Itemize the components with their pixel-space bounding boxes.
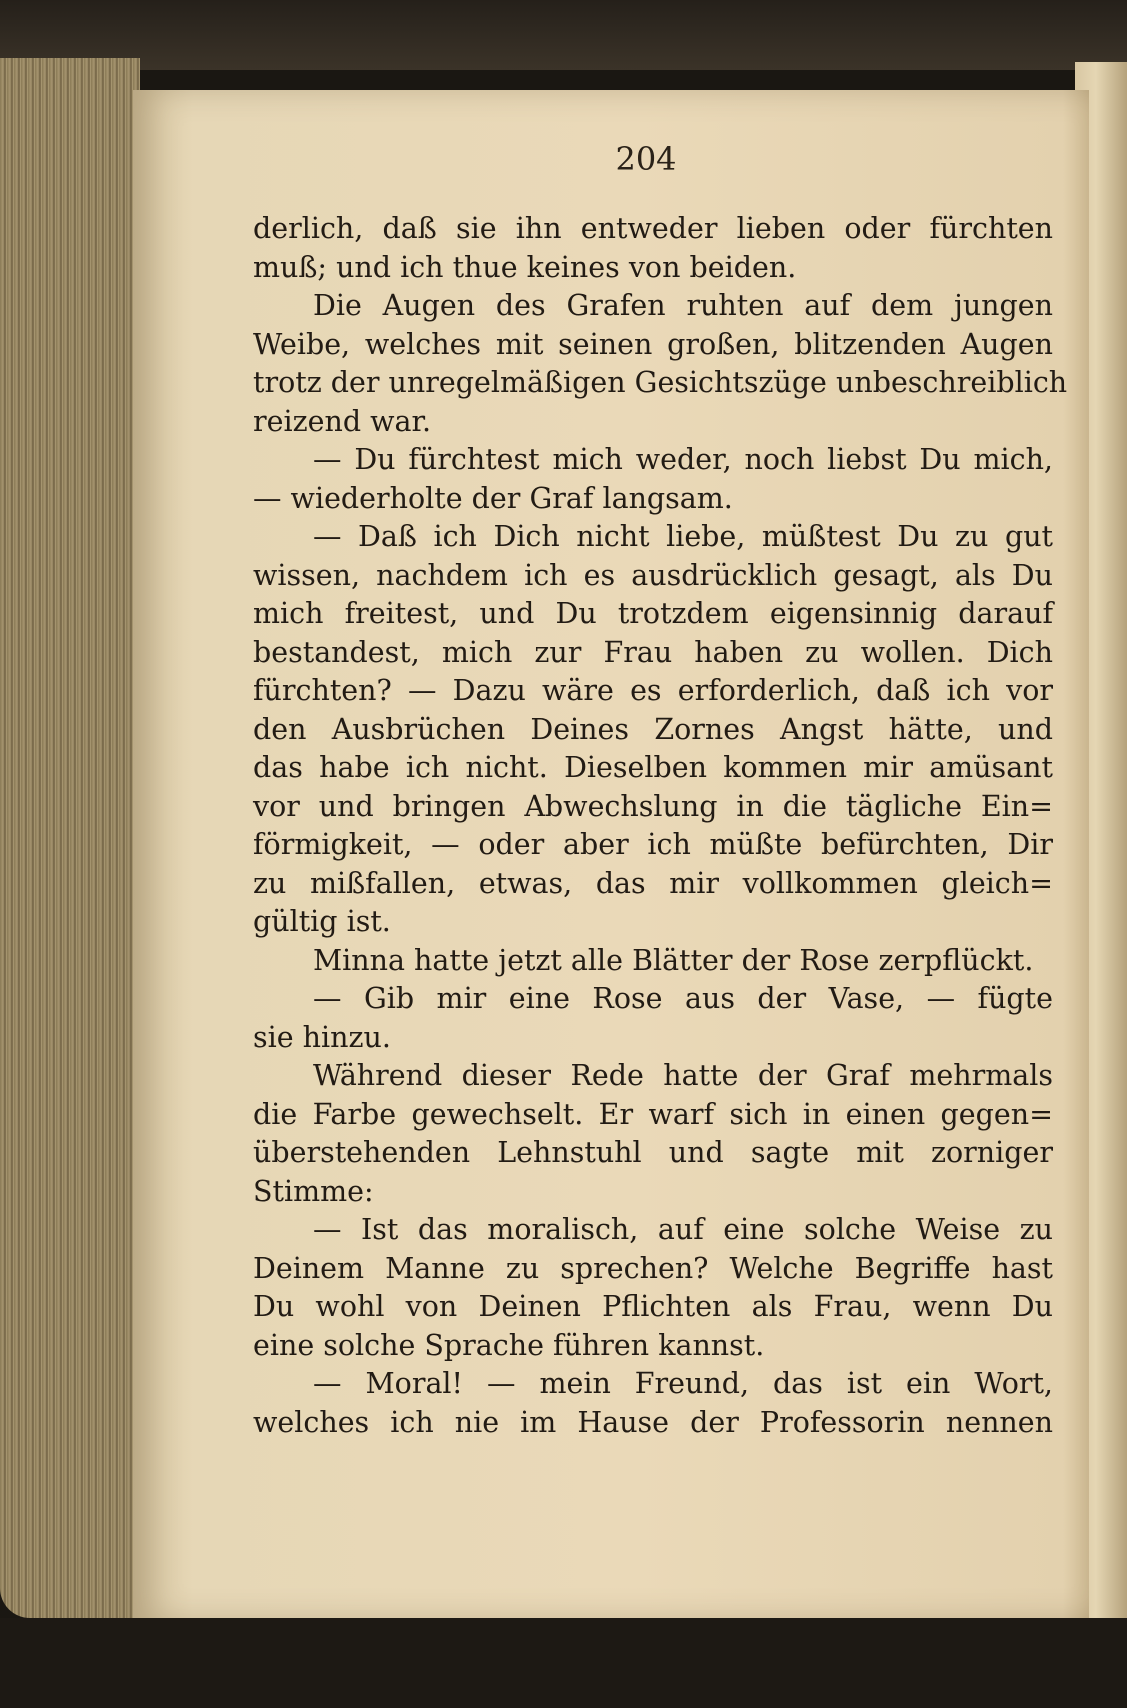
- table-surface: [0, 1618, 1127, 1708]
- text-line: reizend war.: [253, 404, 432, 438]
- text-line: den Ausbrüchen Deines Zornes Angst hätte, und: [253, 712, 1053, 746]
- text-line: wissen, nachdem ich es ausdrücklich gesagt, als Du: [253, 558, 1053, 592]
- text-line: förmigkeit, — oder aber ich müßte befürchten, Dir: [253, 828, 1053, 861]
- page-edges: [0, 58, 140, 1618]
- text-line: — Daß ich Dich nicht liebe, müßtest Du zu gut: [313, 520, 1053, 553]
- text-line: Du wohl von Deinen Pflichten als Frau, wenn Du: [253, 1290, 1053, 1323]
- book-page: [133, 90, 1089, 1620]
- text-line: — Gib mir eine Rose aus der Vase, — fügte: [313, 982, 1053, 1015]
- page-number: 204: [615, 140, 677, 178]
- text-line: Deinem Manne zu sprechen? Welche Begriffe hast: [253, 1251, 1053, 1285]
- text-line: — Ist das moralisch, auf eine solche Weise zu: [313, 1213, 1053, 1246]
- text-line: Weibe, welches mit seinen großen, blitzenden Augen: [253, 327, 1053, 361]
- text-line: zu mißfallen, etwas, das mir vollkommen gleich=: [253, 866, 1053, 900]
- text-line: — Du fürchtest mich weder, noch liebst Du mich,: [313, 443, 1053, 476]
- binding-shadow: [0, 0, 1127, 70]
- page-text: [253, 210, 1068, 1442]
- text-line: welches ich nie im Hause der Professorin nennen: [253, 1405, 1053, 1439]
- text-line: gültig ist.: [253, 905, 391, 938]
- text-line: muß; und ich thue keines von beiden.: [253, 250, 797, 284]
- text-line: — wiederholte der Graf langsam.: [253, 481, 733, 515]
- text-line: überstehenden Lehnstuhl und sagte mit zorniger: [253, 1136, 1053, 1169]
- text-line: sie hinzu.: [253, 1020, 391, 1054]
- text-line: Während dieser Rede hatte der Graf mehrmals: [313, 1059, 1053, 1092]
- text-line: Minna hatte jetzt alle Blätter der Rose zerpflückt.: [313, 943, 1034, 977]
- text-line: Die Augen des Grafen ruhten auf dem jungen: [313, 289, 1053, 322]
- text-line: derlich, daß sie ihn entweder lieben oder fürchten: [253, 212, 1053, 245]
- text-line: bestandest, mich zur Frau haben zu wollen. Dich: [253, 635, 1053, 669]
- text-line: eine solche Sprache führen kannst.: [253, 1328, 765, 1362]
- text-line: mich freitest, und Du trotzdem eigensinnig darauf: [253, 597, 1053, 630]
- text-line: das habe ich nicht. Dieselben kommen mir amüsant: [253, 751, 1053, 784]
- text-line: vor und bringen Abwechslung in die tägliche Ein=: [253, 789, 1053, 823]
- text-line: fürchten? — Dazu wäre es erforderlich, daß ich vor: [253, 674, 1053, 707]
- text-line: die Farbe gewechselt. Er warf sich in einen gegen=: [253, 1097, 1053, 1131]
- text-line: Stimme:: [253, 1174, 374, 1208]
- text-line: trotz der unregelmäßigen Gesichtszüge unbeschreiblich: [253, 366, 1068, 399]
- text-line: — Moral! — mein Freund, das ist ein Wort,: [313, 1367, 1053, 1400]
